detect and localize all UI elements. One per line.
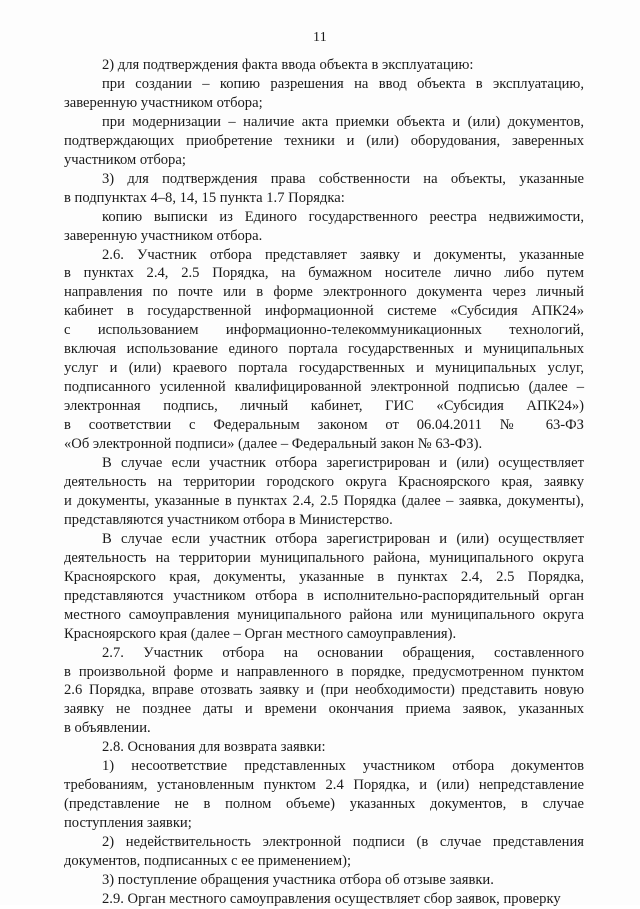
text-line: 2) недействительность электронной подписи (в случае представления: [102, 834, 584, 851]
text-line: 2.6. Участник отбора представляет заявку и документы, указанные: [102, 246, 584, 263]
text-line: электронная подпись, личный кабинет, ГИС «Субсидия АПК24»): [64, 398, 584, 415]
text-line: подтверждающих приобретение техники и (или) оборудования, заверенных: [64, 132, 584, 149]
paragraph: [64, 833, 584, 871]
text-line: 1) несоответствие представленных участником отбора документов: [102, 758, 584, 775]
paragraph: [64, 644, 584, 739]
text-line: в произвольной форме и направленного в порядке, предусмотренном пунктом: [64, 663, 584, 680]
paragraph: [64, 757, 584, 833]
paragraph: [64, 208, 584, 246]
text-line: местного самоуправления муниципального района или муниципального округа: [64, 606, 584, 623]
document-body: [64, 56, 584, 909]
text-line: в объявлении.: [64, 720, 151, 737]
text-line: «Об электронной подписи» (далее – Федеральный закон № 63-ФЗ).: [64, 436, 483, 453]
text-line: и документы, указанные в пунктах 2.4, 2.5 Порядка (далее – заявка, документы),: [64, 492, 584, 509]
text-line: 2) для подтверждения факта ввода объекта в эксплуатацию:: [102, 57, 474, 73]
text-line: в подпунктах 4–8, 14, 15 пункта 1.7 Порядка:: [64, 189, 345, 206]
paragraph: [64, 170, 584, 208]
text-line: документов, подписанных с ее применением);: [64, 853, 352, 870]
text-line: 2.7. Участник отбора на основании обращения, составленного: [102, 644, 584, 661]
paragraph: [64, 530, 584, 644]
text-line: участником отбора;: [64, 151, 186, 168]
text-line: при создании – копию разрешения на ввод объекта в эксплуатацию,: [102, 75, 584, 92]
text-line: В случае если участник отбора зарегистрирован и (или) осуществляет: [102, 455, 584, 472]
text-line: в пунктах 2.4, 2.5 Порядка, на бумажном носителе лично либо путем: [64, 265, 584, 282]
text-line: включая использование единого портала государственных и муниципальных: [64, 341, 584, 358]
text-line: кабинет в государственной информационной системе «Субсидия АПК24»: [64, 303, 584, 320]
text-line: Красноярского края, документы, указанные в пунктах 2.4, 2.5 Порядка,: [64, 568, 584, 585]
paragraph: [64, 871, 584, 890]
paragraph: [64, 113, 584, 170]
text-line: заверенную участником отбора;: [64, 94, 263, 111]
paragraph: [64, 246, 584, 454]
text-line: Красноярского края (далее – Орган местного самоуправления).: [64, 625, 457, 642]
paragraph: [64, 56, 584, 75]
paragraph: [64, 890, 584, 909]
text-line: 2.8. Основания для возврата заявки:: [102, 739, 326, 756]
text-line: заверенную участником отбора.: [64, 227, 263, 244]
text-line: деятельность на территории муниципального района, муниципального округа: [64, 549, 584, 566]
text-line: в соответствии с Федеральным законом от 06.04.2011 № 63-ФЗ: [64, 417, 584, 434]
text-line: В случае если участник отбора зарегистрирован и (или) осуществляет: [102, 530, 584, 547]
text-line: 3) для подтверждения права собственности на объекты, указанные: [102, 170, 584, 187]
text-line: (представление не в полном объеме) указанных документов, в случае: [64, 796, 584, 813]
text-line: 2.9. Орган местного самоуправления осуществляет сбор заявок, проверку: [102, 890, 561, 907]
text-line: услуг и (или) краевого портала государственных и муниципальных услуг,: [64, 360, 584, 377]
text-line: 3) поступление обращения участника отбора об отзыве заявки.: [102, 871, 494, 888]
text-line: поступления заявки;: [64, 815, 192, 832]
text-line: копию выписки из Единого государственного реестра недвижимости,: [102, 208, 584, 225]
text-line: деятельность на территории городского округа Красноярского края, заявку: [64, 473, 584, 490]
text-line: при модернизации – наличие акта приемки объекта и (или) документов,: [102, 113, 584, 130]
paragraph: [64, 738, 584, 757]
page-number: 11: [312, 30, 328, 45]
paragraph: [64, 454, 584, 530]
text-line: направления по почте или в форме электронного документа через личный: [64, 284, 584, 301]
text-line: представляются участником отбора в исполнительно-распорядительный орган: [64, 587, 584, 604]
paragraph: [64, 75, 584, 113]
text-line: 2.6 Порядка, вправе отозвать заявку и (при необходимости) представить новую: [64, 682, 584, 699]
text-line: с использованием информационно-телекоммуникационных технологий,: [64, 322, 584, 339]
text-line: заявку не позднее даты и времени окончания приема заявок, указанных: [64, 701, 584, 718]
text-line: представляются участником отбора в Министерство.: [64, 511, 393, 528]
text-line: подписанного усиленной квалифицированной электронной подписью (далее –: [64, 379, 584, 396]
text-line: требованиям, установленным пунктом 2.4 Порядка, и (или) непредставление: [64, 777, 584, 794]
